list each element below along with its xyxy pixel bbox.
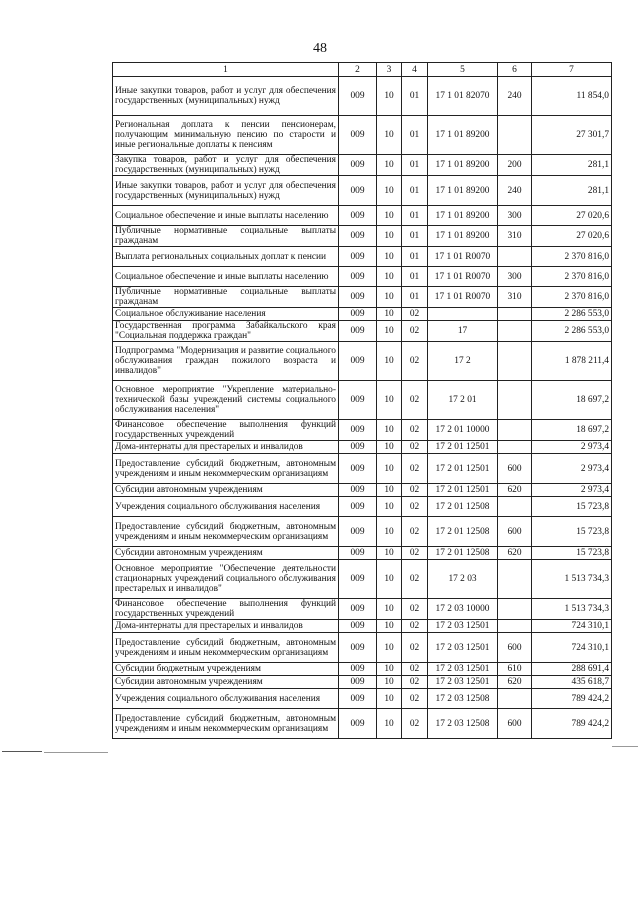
row-section-code: 10 (377, 381, 402, 420)
table-row (113, 321, 612, 342)
row-section-code: 10 (377, 267, 402, 287)
row-expense-type-code: 600 (498, 517, 532, 547)
row-amount: 27 301,7 (532, 116, 612, 155)
row-target-code (428, 308, 498, 321)
row-subsection-code: 02 (402, 420, 428, 441)
row-amount: 15 723,8 (532, 547, 612, 560)
row-ministry-code: 009 (339, 454, 377, 484)
table-row (113, 206, 612, 226)
row-expense-type-code (498, 497, 532, 517)
row-expense-type-code (498, 689, 532, 709)
row-amount: 2 973,4 (532, 441, 612, 454)
row-subsection-code: 02 (402, 454, 428, 484)
row-target-code: 17 1 01 R0070 (428, 287, 498, 308)
row-section-code: 10 (377, 620, 402, 633)
table-row (113, 497, 612, 517)
row-ministry-code: 009 (339, 176, 377, 206)
row-expense-type-code: 620 (498, 547, 532, 560)
row-section-code: 10 (377, 321, 402, 342)
table-row (113, 709, 612, 739)
row-section-code: 10 (377, 547, 402, 560)
row-ministry-code: 009 (339, 633, 377, 663)
scan-artifact (44, 752, 108, 753)
row-name: Выплата региональных социальных доплат к пенсии (113, 247, 339, 267)
row-name: Социальное обеспечение и иные выплаты населению (113, 206, 339, 226)
row-ministry-code: 009 (339, 599, 377, 620)
row-amount: 724 310,1 (532, 620, 612, 633)
row-name: Закупка товаров, работ и услуг для обеспечения государственных (муниципальных) нужд (113, 155, 339, 176)
row-subsection-code: 01 (402, 77, 428, 116)
row-ministry-code: 009 (339, 547, 377, 560)
row-amount: 2 286 553,0 (532, 308, 612, 321)
table-row (113, 247, 612, 267)
row-section-code: 10 (377, 484, 402, 497)
row-expense-type-code (498, 308, 532, 321)
row-ministry-code: 009 (339, 77, 377, 116)
row-target-code: 17 1 01 82070 (428, 77, 498, 116)
row-subsection-code: 02 (402, 599, 428, 620)
table-row (113, 633, 612, 663)
row-amount: 1 513 734,3 (532, 599, 612, 620)
row-target-code: 17 2 (428, 342, 498, 381)
row-target-code: 17 2 03 12501 (428, 663, 498, 676)
row-subsection-code: 02 (402, 633, 428, 663)
row-expense-type-code (498, 321, 532, 342)
row-name: Подпрограмма "Модернизация и развитие социального обслуживания граждан пожилого возраста и инвалидов" (113, 342, 339, 381)
row-name: Основное мероприятие "Обеспечение деятельности стационарных учреждений социального обслуживания престарелых и инвалидов" (113, 560, 339, 599)
row-subsection-code: 02 (402, 663, 428, 676)
row-name: Субсидии автономным учреждениям (113, 547, 339, 560)
row-amount: 2 370 816,0 (532, 267, 612, 287)
row-section-code: 10 (377, 676, 402, 689)
row-subsection-code: 02 (402, 676, 428, 689)
row-ministry-code: 009 (339, 155, 377, 176)
row-expense-type-code: 620 (498, 676, 532, 689)
row-name: Финансовое обеспечение выполнения функций государственных учреждений (113, 599, 339, 620)
row-ministry-code: 009 (339, 321, 377, 342)
row-subsection-code: 01 (402, 287, 428, 308)
row-target-code: 17 2 01 12508 (428, 517, 498, 547)
row-target-code: 17 1 01 R0070 (428, 247, 498, 267)
table-row (113, 560, 612, 599)
row-expense-type-code: 600 (498, 709, 532, 739)
row-amount: 1 513 734,3 (532, 560, 612, 599)
row-amount: 15 723,8 (532, 517, 612, 547)
budget-table (112, 62, 612, 739)
row-target-code: 17 2 03 12501 (428, 676, 498, 689)
row-ministry-code: 009 (339, 287, 377, 308)
table-row (113, 420, 612, 441)
row-expense-type-code (498, 420, 532, 441)
row-ministry-code: 009 (339, 267, 377, 287)
row-subsection-code: 01 (402, 267, 428, 287)
row-subsection-code: 02 (402, 321, 428, 342)
row-subsection-code: 02 (402, 381, 428, 420)
row-ministry-code: 009 (339, 206, 377, 226)
table-body (113, 77, 612, 739)
header-col-name: 1 (113, 63, 339, 77)
row-section-code: 10 (377, 560, 402, 599)
row-amount: 27 020,6 (532, 226, 612, 247)
row-section-code: 10 (377, 454, 402, 484)
header-col-amount: 7 (532, 63, 612, 77)
row-amount: 789 424,2 (532, 689, 612, 709)
table-row (113, 620, 612, 633)
row-expense-type-code: 240 (498, 176, 532, 206)
row-subsection-code: 02 (402, 342, 428, 381)
row-ministry-code: 009 (339, 308, 377, 321)
table-row (113, 287, 612, 308)
table-row (113, 381, 612, 420)
table-row (113, 226, 612, 247)
row-target-code: 17 2 03 12501 (428, 620, 498, 633)
row-amount: 2 286 553,0 (532, 321, 612, 342)
row-amount: 2 973,4 (532, 454, 612, 484)
table-row (113, 441, 612, 454)
row-section-code: 10 (377, 77, 402, 116)
row-section-code: 10 (377, 633, 402, 663)
scan-artifact (612, 746, 638, 747)
row-section-code: 10 (377, 599, 402, 620)
row-subsection-code: 02 (402, 620, 428, 633)
row-ministry-code: 009 (339, 342, 377, 381)
row-name: Учреждения социального обслуживания населения (113, 497, 339, 517)
row-expense-type-code (498, 620, 532, 633)
row-name: Региональная доплата к пенсии пенсионерам, получающим минимальную пенсию по старости и иные региональные доплаты к пенсиям (113, 116, 339, 155)
row-name: Субсидии автономным учреждениям (113, 676, 339, 689)
row-expense-type-code (498, 116, 532, 155)
row-subsection-code: 02 (402, 689, 428, 709)
row-target-code: 17 2 01 12508 (428, 497, 498, 517)
row-amount: 281,1 (532, 155, 612, 176)
row-amount: 288 691,4 (532, 663, 612, 676)
row-name: Социальное обслуживание населения (113, 308, 339, 321)
row-section-code: 10 (377, 287, 402, 308)
table-row (113, 116, 612, 155)
row-ministry-code: 009 (339, 441, 377, 454)
row-subsection-code: 02 (402, 560, 428, 599)
row-subsection-code: 01 (402, 206, 428, 226)
row-amount: 18 697,2 (532, 420, 612, 441)
row-expense-type-code: 620 (498, 484, 532, 497)
row-subsection-code: 01 (402, 116, 428, 155)
row-expense-type-code: 300 (498, 206, 532, 226)
row-name: Дома-интернаты для престарелых и инвалидов (113, 441, 339, 454)
row-target-code: 17 2 01 12501 (428, 441, 498, 454)
row-amount: 2 973,4 (532, 484, 612, 497)
row-subsection-code: 01 (402, 155, 428, 176)
row-target-code: 17 2 01 12508 (428, 547, 498, 560)
row-name: Финансовое обеспечение выполнения функций государственных учреждений (113, 420, 339, 441)
row-name: Предоставление субсидий бюджетным, автономным учреждениям и иным некоммерческим организациям (113, 709, 339, 739)
header-col-subsection: 4 (402, 63, 428, 77)
row-expense-type-code (498, 381, 532, 420)
row-expense-type-code (498, 342, 532, 381)
row-target-code: 17 2 01 12501 (428, 484, 498, 497)
row-name: Иные закупки товаров, работ и услуг для обеспечения государственных (муниципальных) нужд (113, 77, 339, 116)
row-subsection-code: 02 (402, 497, 428, 517)
row-name: Учреждения социального обслуживания населения (113, 689, 339, 709)
row-name: Предоставление субсидий бюджетным, автономным учреждениям и иным некоммерческим организациям (113, 633, 339, 663)
row-ministry-code: 009 (339, 689, 377, 709)
row-amount: 18 697,2 (532, 381, 612, 420)
row-subsection-code: 01 (402, 176, 428, 206)
row-amount: 435 618,7 (532, 676, 612, 689)
row-subsection-code: 02 (402, 547, 428, 560)
table-row (113, 676, 612, 689)
row-ministry-code: 009 (339, 560, 377, 599)
table-row (113, 267, 612, 287)
row-target-code: 17 1 01 R0070 (428, 267, 498, 287)
row-ministry-code: 009 (339, 116, 377, 155)
row-section-code: 10 (377, 176, 402, 206)
row-ministry-code: 009 (339, 517, 377, 547)
table-row (113, 308, 612, 321)
row-section-code: 10 (377, 226, 402, 247)
row-section-code: 10 (377, 517, 402, 547)
row-amount: 2 370 816,0 (532, 247, 612, 267)
row-expense-type-code: 200 (498, 155, 532, 176)
row-ministry-code: 009 (339, 420, 377, 441)
table-header-row (113, 63, 612, 77)
header-col-section: 3 (377, 63, 402, 77)
row-name: Субсидии бюджетным учреждениям (113, 663, 339, 676)
row-ministry-code: 009 (339, 676, 377, 689)
row-target-code: 17 (428, 321, 498, 342)
row-expense-type-code (498, 247, 532, 267)
row-ministry-code: 009 (339, 226, 377, 247)
row-amount: 1 878 211,4 (532, 342, 612, 381)
table-row (113, 599, 612, 620)
row-subsection-code: 01 (402, 247, 428, 267)
row-name: Иные закупки товаров, работ и услуг для обеспечения государственных (муниципальных) нужд (113, 176, 339, 206)
row-expense-type-code (498, 599, 532, 620)
row-amount: 724 310,1 (532, 633, 612, 663)
row-target-code: 17 2 01 (428, 381, 498, 420)
row-target-code: 17 2 03 12508 (428, 689, 498, 709)
scan-artifact (2, 751, 42, 752)
table-row (113, 342, 612, 381)
row-subsection-code: 02 (402, 484, 428, 497)
row-amount: 789 424,2 (532, 709, 612, 739)
row-subsection-code: 02 (402, 709, 428, 739)
row-amount: 2 370 816,0 (532, 287, 612, 308)
row-name: Основное мероприятие "Укрепление материально-технической базы учреждений системы социального обслуживания населения" (113, 381, 339, 420)
row-name: Дома-интернаты для престарелых и инвалидов (113, 620, 339, 633)
row-target-code: 17 2 03 (428, 560, 498, 599)
row-expense-type-code: 240 (498, 77, 532, 116)
table-row (113, 547, 612, 560)
row-section-code: 10 (377, 247, 402, 267)
row-section-code: 10 (377, 342, 402, 381)
row-subsection-code: 02 (402, 308, 428, 321)
header-col-target: 5 (428, 63, 498, 77)
row-amount: 281,1 (532, 176, 612, 206)
row-ministry-code: 009 (339, 663, 377, 676)
row-subsection-code: 02 (402, 517, 428, 547)
row-name: Предоставление субсидий бюджетным, автономным учреждениям и иным некоммерческим организациям (113, 454, 339, 484)
row-name: Публичные нормативные социальные выплаты гражданам (113, 226, 339, 247)
table-row (113, 663, 612, 676)
table-row (113, 176, 612, 206)
row-ministry-code: 009 (339, 381, 377, 420)
table-row (113, 155, 612, 176)
row-section-code: 10 (377, 663, 402, 676)
row-target-code: 17 1 01 89200 (428, 176, 498, 206)
row-name: Публичные нормативные социальные выплаты гражданам (113, 287, 339, 308)
row-section-code: 10 (377, 308, 402, 321)
page-number: 48 (313, 41, 327, 56)
row-section-code: 10 (377, 689, 402, 709)
row-ministry-code: 009 (339, 620, 377, 633)
row-target-code: 17 1 01 89200 (428, 226, 498, 247)
table-row (113, 689, 612, 709)
row-expense-type-code: 300 (498, 267, 532, 287)
row-target-code: 17 2 01 10000 (428, 420, 498, 441)
row-target-code: 17 1 01 89200 (428, 116, 498, 155)
table-row (113, 77, 612, 116)
row-ministry-code: 009 (339, 497, 377, 517)
row-ministry-code: 009 (339, 247, 377, 267)
table-row (113, 484, 612, 497)
row-section-code: 10 (377, 441, 402, 454)
row-target-code: 17 1 01 89200 (428, 206, 498, 226)
row-expense-type-code: 310 (498, 226, 532, 247)
row-name: Предоставление субсидий бюджетным, автономным учреждениям и иным некоммерческим организациям (113, 517, 339, 547)
row-amount: 15 723,8 (532, 497, 612, 517)
row-amount: 27 020,6 (532, 206, 612, 226)
row-ministry-code: 009 (339, 484, 377, 497)
row-expense-type-code (498, 441, 532, 454)
row-subsection-code: 02 (402, 441, 428, 454)
header-col-ministry: 2 (339, 63, 377, 77)
row-expense-type-code: 600 (498, 633, 532, 663)
row-amount: 11 854,0 (532, 77, 612, 116)
row-section-code: 10 (377, 497, 402, 517)
row-subsection-code: 01 (402, 226, 428, 247)
row-name: Социальное обеспечение и иные выплаты населению (113, 267, 339, 287)
header-col-expense-type: 6 (498, 63, 532, 77)
row-section-code: 10 (377, 709, 402, 739)
row-section-code: 10 (377, 420, 402, 441)
row-target-code: 17 1 01 89200 (428, 155, 498, 176)
row-section-code: 10 (377, 116, 402, 155)
row-expense-type-code: 610 (498, 663, 532, 676)
row-target-code: 17 2 03 12508 (428, 709, 498, 739)
row-expense-type-code: 310 (498, 287, 532, 308)
row-target-code: 17 2 03 12501 (428, 633, 498, 663)
row-target-code: 17 2 01 12501 (428, 454, 498, 484)
row-name: Государственная программа Забайкальского края "Социальная поддержка граждан" (113, 321, 339, 342)
row-expense-type-code (498, 560, 532, 599)
row-section-code: 10 (377, 206, 402, 226)
row-ministry-code: 009 (339, 709, 377, 739)
row-name: Субсидии автономным учреждениям (113, 484, 339, 497)
row-expense-type-code: 600 (498, 454, 532, 484)
table-row (113, 454, 612, 484)
table-row (113, 517, 612, 547)
row-section-code: 10 (377, 155, 402, 176)
row-target-code: 17 2 03 10000 (428, 599, 498, 620)
